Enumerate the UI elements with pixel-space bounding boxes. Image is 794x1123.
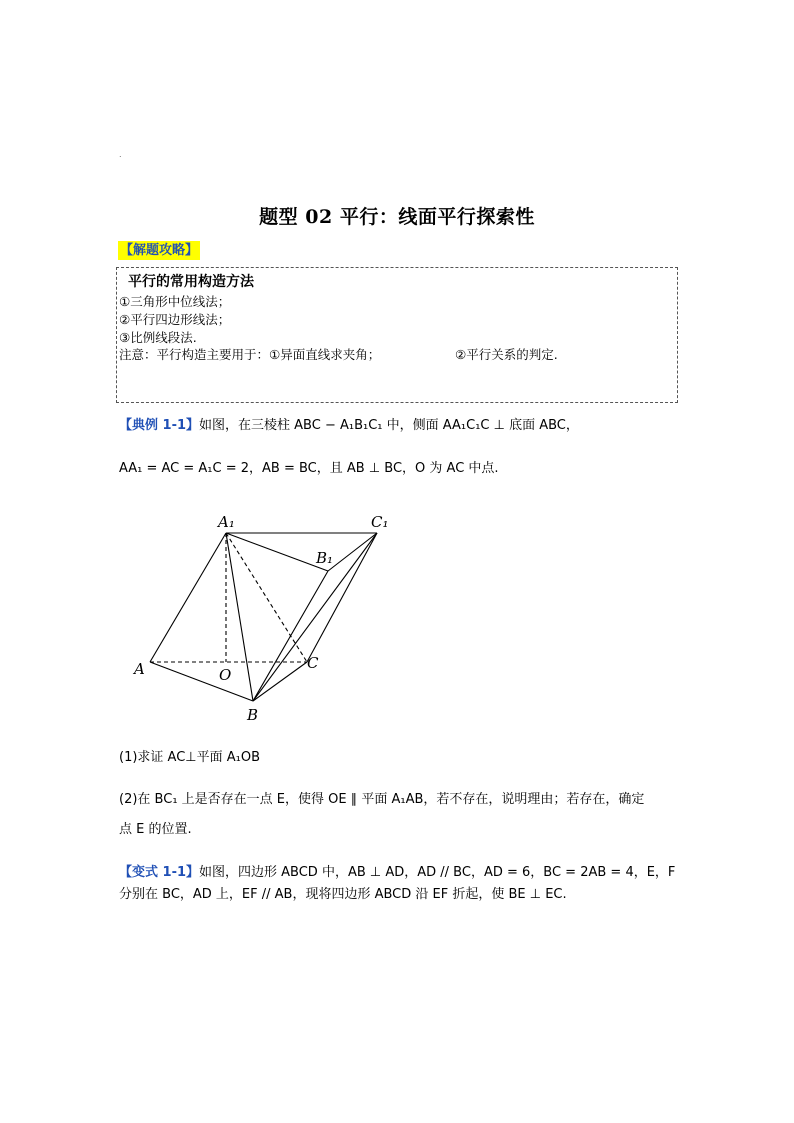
vertex-o: O <box>219 666 232 684</box>
example-tag: 【典例 1-1】 <box>119 418 200 433</box>
question-2-line-2: 点 E 的位置. <box>119 822 192 837</box>
prism-figure <box>110 505 410 730</box>
tip-item-2: ②平行四边形线法； <box>119 312 231 327</box>
example-line-1 <box>119 417 579 435</box>
tip-note: 注意：平行构造主要用于：①异面直线求夹角； <box>119 347 381 362</box>
edge-a1a <box>150 533 226 662</box>
edge-a1b1 <box>226 533 328 571</box>
variant-text-1: 如图，四边形 ABCD 中，AB ⊥ AD，AD // BC，AD = 6，BC = 2AB = 4，E，F <box>199 865 676 880</box>
tip-item-3: ③比例线段法. <box>119 330 197 345</box>
tip-note-2: ②平行关系的判定. <box>455 347 558 362</box>
variant-tag: 【变式 1-1】 <box>119 865 200 880</box>
edge-bc <box>253 662 307 701</box>
strategy-tag: 【解题攻略】 <box>120 243 199 258</box>
vertex-c: C <box>307 654 319 672</box>
variant-line-1 <box>119 864 675 882</box>
edge-bc1 <box>253 533 377 701</box>
vertex-b: B <box>247 706 259 724</box>
vertex-c1: C₁ <box>371 513 389 531</box>
edge-ab <box>150 662 253 701</box>
page-marker: . <box>119 150 122 159</box>
variant-line-2: 分别在 BC，AD 上，EF // AB，现将四边形 ABCD 沿 EF 折起，使 BE ⊥ EC. <box>119 887 567 902</box>
vertex-b1: B₁ <box>316 549 334 567</box>
question-2-line-1: (2)在 BC₁ 上是否存在一点 E，使得 OE ∥ 平面 A₁AB，若不存在，说明理由；若存在，确定 <box>119 792 645 807</box>
vertex-a: A <box>134 660 145 678</box>
tip-item-1: ①三角形中位线法； <box>119 294 231 309</box>
vertex-a1: A₁ <box>218 513 235 531</box>
example-text-1: 如图，在三棱柱 ABC − A₁B₁C₁ 中，侧面 AA₁C₁C ⊥ 底面 ABC， <box>199 418 579 433</box>
edge-a1c-hidden <box>226 533 307 662</box>
page-title: 题型 02 平行：线面平行探索性 <box>259 206 535 228</box>
question-1: (1)求证 AC⊥平面 A₁OB <box>119 750 261 765</box>
tip-heading: 平行的常用构造方法 <box>128 274 254 290</box>
example-line-2: AA₁ = AC = A₁C = 2，AB = BC，且 AB ⊥ BC，O 为 AC 中点. <box>119 461 499 476</box>
